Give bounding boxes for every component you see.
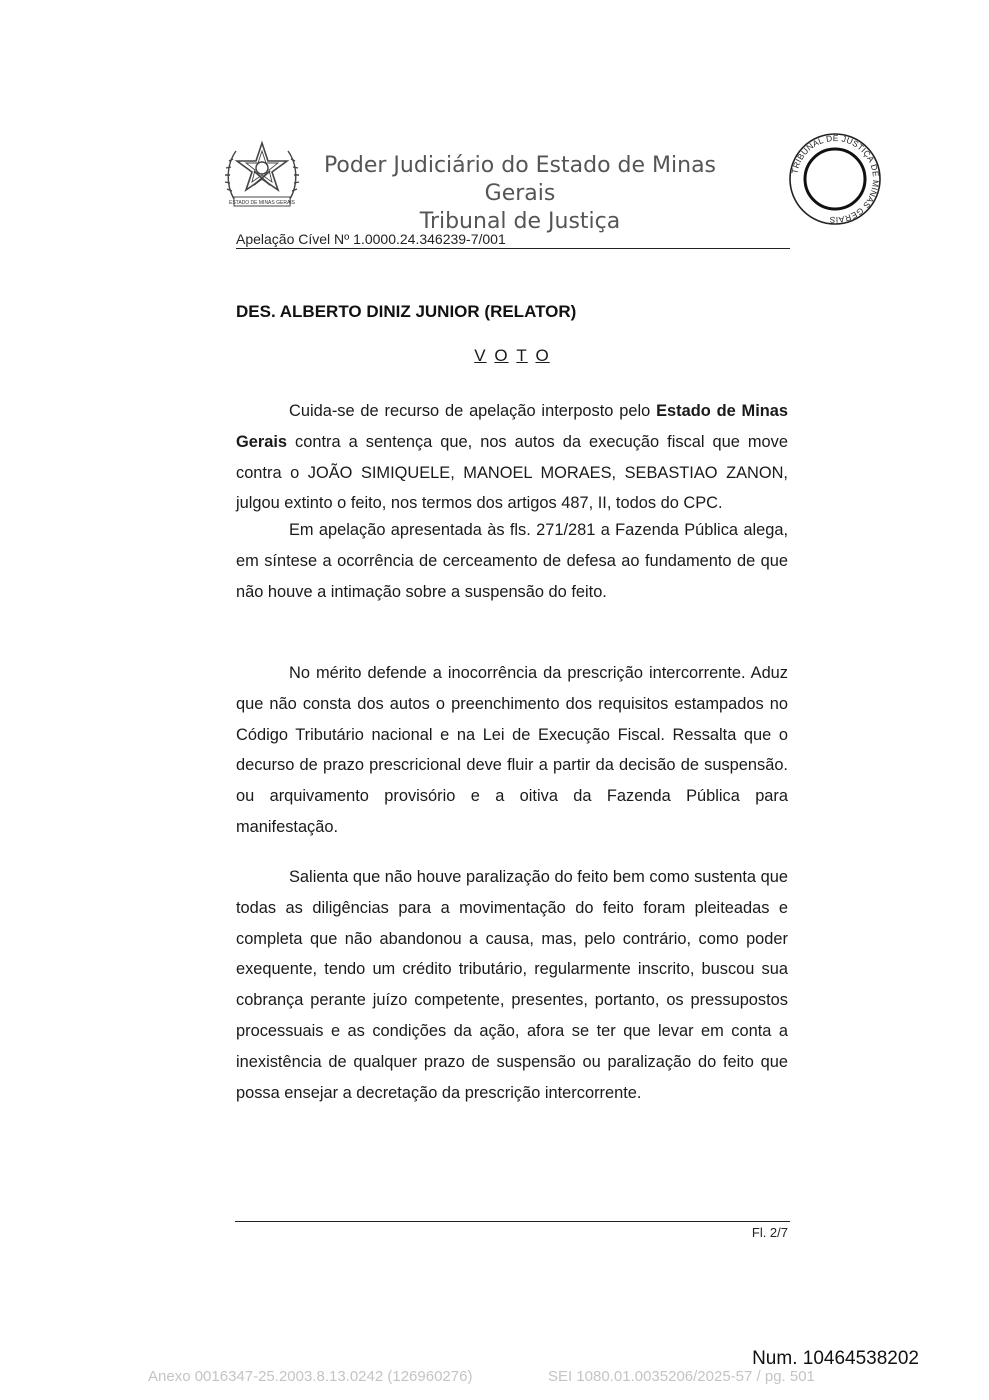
voto-letter: O <box>535 346 550 365</box>
sei-reference: SEI 1080.01.0035206/2025-57 / pg. 501 <box>548 1368 815 1385</box>
court-title-line1: Poder Judiciário do Estado de Minas Gerais <box>323 153 717 206</box>
coat-of-arms-icon <box>224 137 300 217</box>
seal-text: TRIBUNAL DE JUSTIÇA DE MINAS GERAIS <box>789 132 882 226</box>
voto-letter: V <box>474 346 487 365</box>
paragraph-4 <box>236 862 788 1108</box>
paragraph-1 <box>236 396 788 519</box>
court-title <box>312 152 728 236</box>
voto-letter: O <box>494 346 509 365</box>
paragraph-1-bold: Estado de Minas Gerais <box>236 402 788 451</box>
page-indicator: Fl. 2/7 <box>751 1225 788 1240</box>
case-number: Apelação Cível Nº 1.0000.24.346239-7/001 <box>236 231 790 249</box>
relator-heading: DES. ALBERTO DINIZ JUNIOR (RELATOR) <box>236 302 577 321</box>
footer-divider <box>235 1221 790 1222</box>
paragraph-1-text-b: contra a sentença que, nos autos da execução fiscal que move contra o JOÃO SIMIQUELE, MANOEL MORAES, SEBASTIAO ZANON, julgou extinto o feito, nos termos dos artigos 487, II, todos do CPC. <box>236 432 788 513</box>
court-title-line2: Tribunal de Justiça <box>419 209 621 234</box>
paragraph-2 <box>236 515 788 607</box>
anexo-reference: Anexo 0016347-25.2003.8.13.0242 (126960276) <box>148 1368 473 1385</box>
paragraph-3-text: No mérito defende a inocorrência da prescrição intercorrente. Aduz que não consta dos autos o preenchimento dos requisitos estampados no Código Tributário nacional e na Lei de Execução Fiscal. Ressalta que o decurso de prazo prescricional deve fluir a partir da decisão de suspensão. ou arquivamento provisório e a oitiva da Fazenda Pública para manifestação. <box>236 664 788 836</box>
voto-heading <box>236 346 788 366</box>
court-seal-icon <box>788 132 882 226</box>
paragraph-2-text: Em apelação apresentada às fls. 271/281 a Fazenda Pública alega, em síntese a ocorrência de cerceamento de defesa ao fundamento de que não houve a intimação sobre a suspensão do feito. <box>236 521 788 601</box>
voto-letter: T <box>516 346 528 365</box>
paragraph-4-text: Salienta que não houve paralização do feito bem como sustenta que todas as diligências para a movimentação do feito foram pleiteadas e completa que não abandonou a causa, mas, pelo contrário, como poder exequente, tendo um crédito tributário, regularmente inscrito, buscou sua cobrança perante juízo competente, presentes, portanto, os pressupostos processuais e as condições da ação, afora se ter que levar em conta a inexistência de qualquer prazo de suspensão ou paralização do feito que possa ensejar a decretação da prescrição intercorrente. <box>236 868 788 1102</box>
paragraph-3 <box>236 658 788 843</box>
document-number: Num. 10464538202 <box>752 1348 919 1369</box>
paragraph-1-text-a: Cuida-se de recurso de apelação interposto pelo <box>289 402 657 420</box>
emblem-label: ESTADO DE MINAS GERAIS <box>228 200 296 206</box>
